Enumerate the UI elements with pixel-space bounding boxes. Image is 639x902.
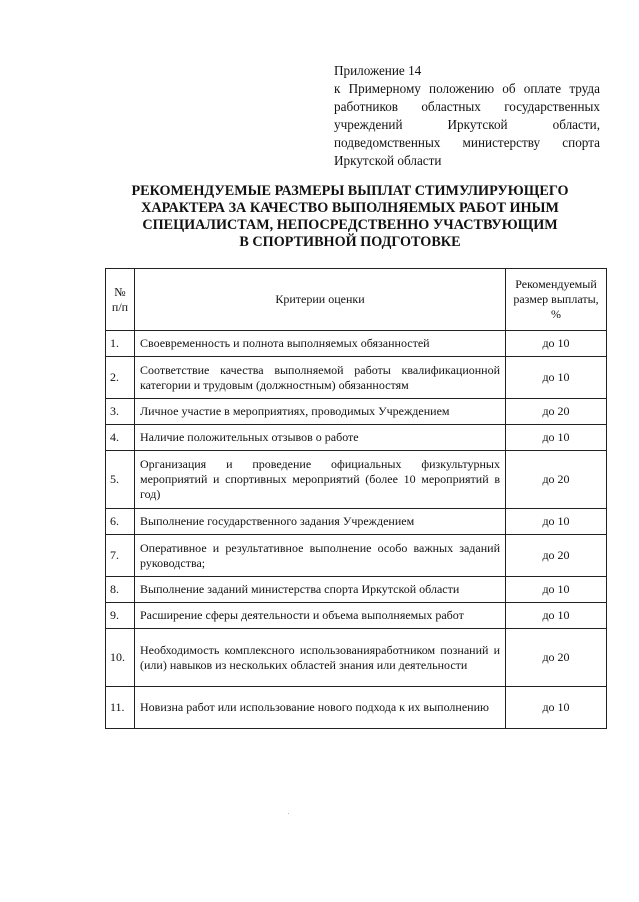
- row-amount: до 20: [506, 629, 607, 687]
- appendix-line: учреждений Иркутской области,: [334, 117, 600, 132]
- table-row: [106, 331, 607, 357]
- header-amount-line: Рекомендуемый: [515, 277, 597, 291]
- header-criteria: Критерии оценки: [135, 269, 506, 331]
- appendix-line: подведомственных министерству спорта: [334, 135, 600, 150]
- appendix-line: к Примерному положению об оплате труда: [334, 81, 600, 96]
- row-criteria: Новизна работ или использование нового подхода к их выполнению: [135, 687, 506, 729]
- row-number: 11.: [106, 687, 135, 729]
- row-amount: до 20: [506, 399, 607, 425]
- row-criteria: Оперативное и результативное выполнение особо важных заданий руководства;: [135, 535, 506, 577]
- row-number: 9.: [106, 603, 135, 629]
- appendix-line: работников областных государственных: [334, 99, 600, 114]
- title-line: ХАРАКТЕРА ЗА КАЧЕСТВО ВЫПОЛНЯЕМЫХ РАБОТ ИНЫМ: [141, 200, 559, 216]
- row-amount: до 10: [506, 687, 607, 729]
- row-number: 3.: [106, 399, 135, 425]
- row-amount: до 10: [506, 577, 607, 603]
- criteria-table: [105, 268, 607, 729]
- table-row: [106, 535, 607, 577]
- row-criteria: Организация и проведение официальных физкультурных мероприятий и спортивных мероприятий (более 10 мероприятий в год): [135, 451, 506, 509]
- row-criteria: Необходимость комплексного использованияработником познаний и (или) навыков из нескольких областей знания или деятельности: [135, 629, 506, 687]
- header-num: [106, 269, 135, 331]
- table-row: [106, 451, 607, 509]
- appendix-line: Иркутской области: [334, 153, 442, 168]
- row-criteria: Наличие положительных отзывов о работе: [135, 425, 506, 451]
- header-amount-line: %: [551, 307, 561, 321]
- row-number: 1.: [106, 331, 135, 357]
- row-amount: до 10: [506, 331, 607, 357]
- title-line: СПЕЦИАЛИСТАМ, НЕПОСРЕДСТВЕННО УЧАСТВУЮЩИМ: [142, 217, 558, 233]
- row-number: 6.: [106, 509, 135, 535]
- row-number: 7.: [106, 535, 135, 577]
- table-row: [106, 629, 607, 687]
- row-amount: до 10: [506, 357, 607, 399]
- row-criteria: Выполнение заданий министерства спорта Иркутской области: [135, 577, 506, 603]
- table-row: [106, 603, 607, 629]
- title-line: РЕКОМЕНДУЕМЫЕ РАЗМЕРЫ ВЫПЛАТ СТИМУЛИРУЮЩЕГО: [131, 183, 569, 199]
- row-amount: до 10: [506, 509, 607, 535]
- row-number: 4.: [106, 425, 135, 451]
- row-number: 8.: [106, 577, 135, 603]
- header-num-symbol: №: [114, 284, 126, 299]
- appendix-line: Приложение 14: [334, 63, 422, 78]
- row-criteria: Выполнение государственного задания Учреждением: [135, 509, 506, 535]
- row-number: 5.: [106, 451, 135, 509]
- table-row: [106, 357, 607, 399]
- title-line: В СПОРТИВНОЙ ПОДГОТОВКЕ: [239, 234, 461, 250]
- scan-speck: [288, 813, 289, 814]
- header-amount-line: размер выплаты,: [513, 292, 599, 306]
- table-row: [106, 509, 607, 535]
- document-title: [100, 183, 600, 251]
- table-row: [106, 687, 607, 729]
- table-row: [106, 577, 607, 603]
- row-criteria: Соответствие качества выполняемой работы квалификационной категории и трудовым (должностным) обязанностям: [135, 357, 506, 399]
- row-criteria: Расширение сферы деятельности и объема выполняемых работ: [135, 603, 506, 629]
- row-amount: до 20: [506, 451, 607, 509]
- row-number: 10.: [106, 629, 135, 687]
- row-amount: до 10: [506, 425, 607, 451]
- row-amount: до 10: [506, 603, 607, 629]
- table-header-row: [106, 269, 607, 331]
- row-criteria: Личное участие в мероприятиях, проводимых Учреждением: [135, 399, 506, 425]
- row-number: 2.: [106, 357, 135, 399]
- row-criteria: Своевременность и полнота выполняемых обязанностей: [135, 331, 506, 357]
- table-row: [106, 399, 607, 425]
- row-amount: до 20: [506, 535, 607, 577]
- header-num-abbr: п/п: [111, 299, 129, 314]
- table-row: [106, 425, 607, 451]
- appendix-header: [334, 62, 600, 170]
- header-amount: [506, 269, 607, 331]
